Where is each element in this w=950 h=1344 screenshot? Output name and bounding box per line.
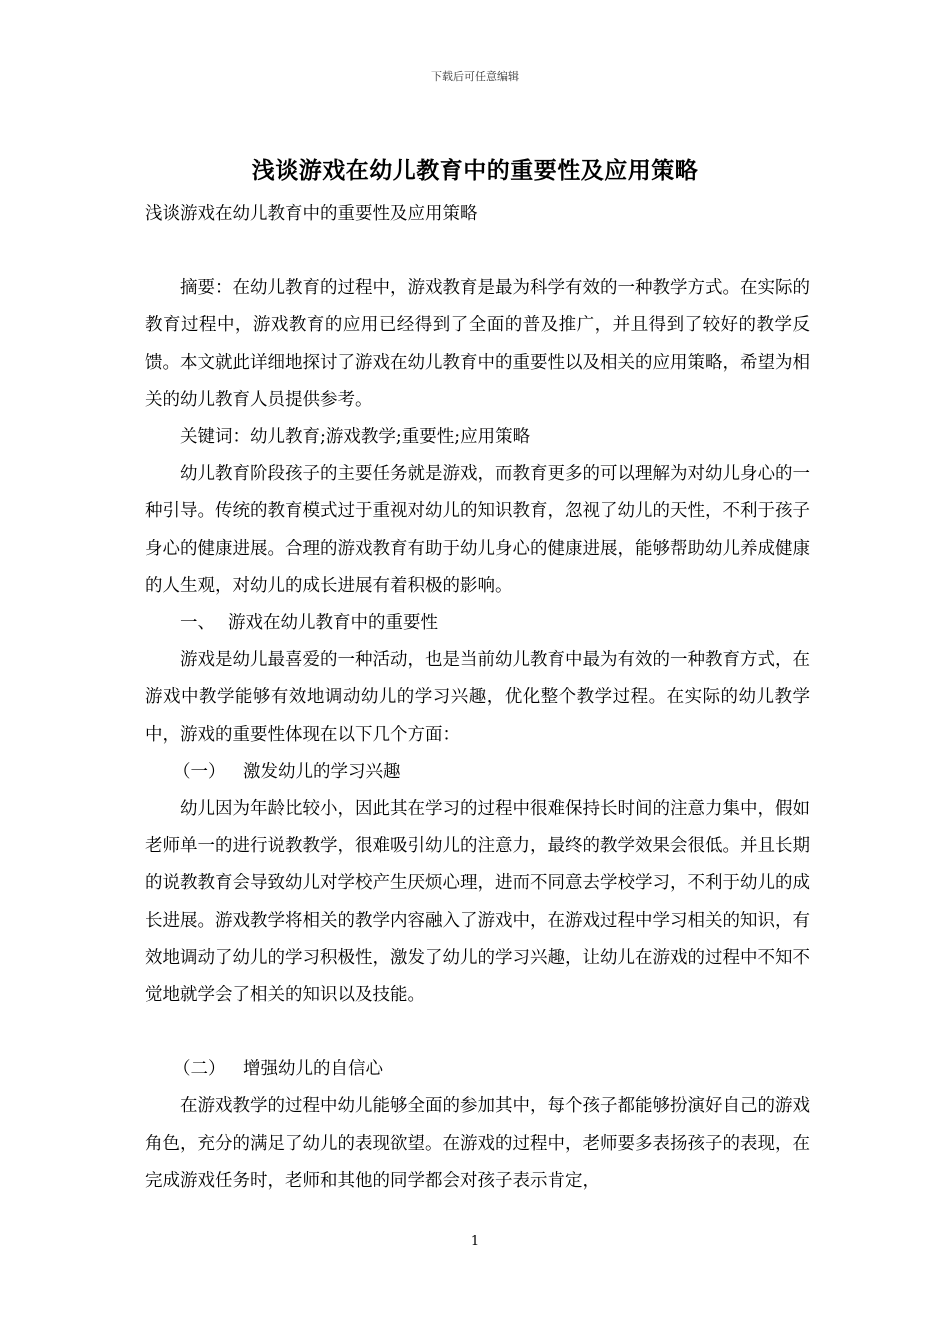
keywords-paragraph: 关键词：幼儿教育;游戏教学;重要性;应用策略 [180,427,531,448]
document-body [145,196,810,1200]
subsection-title: 增强幼儿的自信心 [243,1059,383,1080]
section-number: 一、 [180,613,215,634]
abstract-paragraph: 摘要：在幼儿教育的过程中，游戏教育是最为科学有效的一种教学方式。在实际的教育过程中，游戏教育的应用已经得到了全面的普及推广，并且得到了较好的教学反馈。本文就此详细地探讨了游戏在幼儿教育中的重要性以及相关的应用策略，希望为相关的幼儿教育人员提供参考。 [145,278,810,410]
document-title: 浅谈游戏在幼儿教育中的重要性及应用策略 [251,157,699,184]
document-subtitle: 浅谈游戏在幼儿教育中的重要性及应用策略 [145,204,478,224]
subsection-heading-2 [145,1051,810,1088]
intro-paragraph: 幼儿教育阶段孩子的主要任务就是游戏，而教育更多的可以理解为对幼儿身心的一种引导。传统的教育模式过于重视对幼儿的知识教育，忽视了幼儿的天性，不利于孩子身心的健康进展。合理的游戏教育有助于幼儿身心的健康进展，能够帮助幼儿养成健康的人生观，对幼儿的成长进展有着积极的影响。 [145,464,810,596]
section-1-paragraph: 游戏是幼儿最喜爱的一种活动，也是当前幼儿教育中最为有效的一种教育方式，在游戏中教学能够有效地调动幼儿的学习兴趣，优化整个教学过程。在实际的幼儿教学中，游戏的重要性体现在以下几个方面： [145,650,810,745]
subsection-number: （一） [173,761,226,782]
section-title: 游戏在幼儿教育中的重要性 [228,613,438,634]
subsection-2-paragraph: 在游戏教学的过程中幼儿能够全面的参加其中，每个孩子都能够扮演好自己的游戏角色，充分的满足了幼儿的表现欲望。在游戏的过程中，老师要多表扬孩子的表现，在完成游戏任务时，老师和其他的同学都会对孩子表示肯定， [145,1096,810,1191]
page-number: 1 [470,1234,480,1249]
subsection-heading-1 [145,754,810,791]
header-note: 下载后可任意编辑 [431,70,519,83]
section-heading-1 [145,605,810,642]
subsection-1-paragraph: 幼儿因为年龄比较小，因此其在学习的过程中很难保持长时间的注意力集中，假如老师单一的进行说教教学，很难吸引幼儿的注意力，最终的教学效果会很低。并且长期的说教教育会导致幼儿对学校产生厌烦心理，进而不同意去学校学习，不利于幼儿的成长进展。游戏教学将相关的教学内容融入了游戏中，在游戏过程中学习相关的知识，有效地调动了幼儿的学习积极性，激发了幼儿的学习兴趣，让幼儿在游戏的过程中不知不觉地就学会了相关的知识以及技能。 [145,799,810,1006]
subsection-title: 激发幼儿的学习兴趣 [243,761,401,782]
subsection-number: （二） [173,1059,226,1080]
